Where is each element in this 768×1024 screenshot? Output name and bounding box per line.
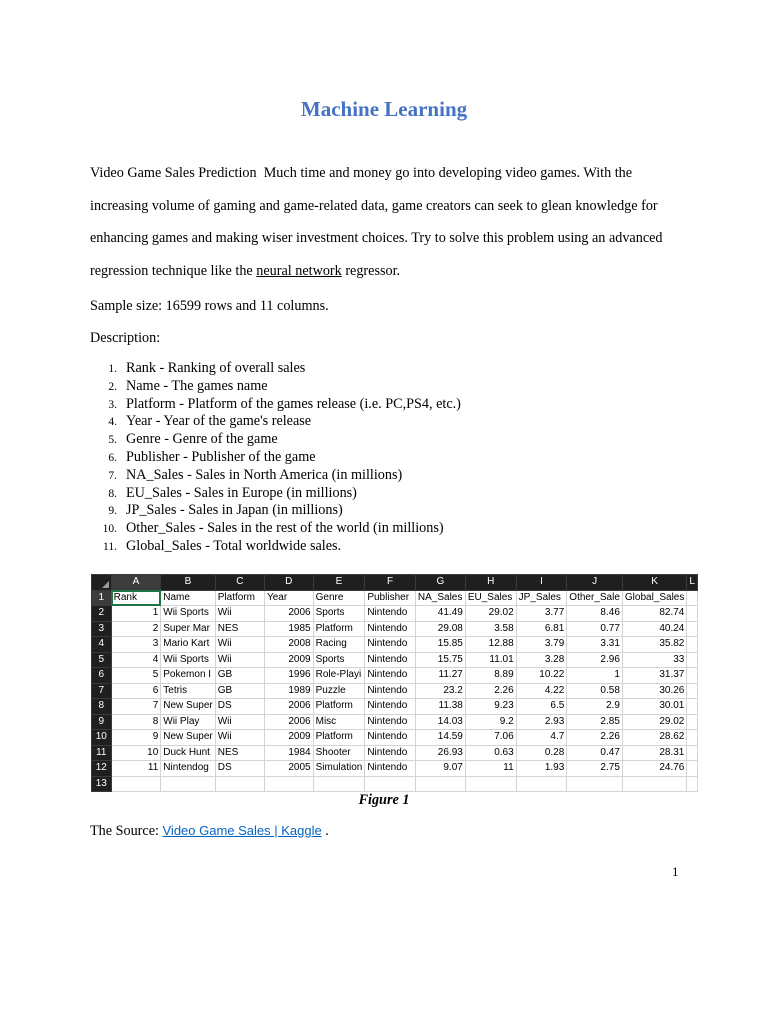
table-cell[interactable] — [687, 745, 698, 761]
list-number: 9. — [108, 505, 117, 518]
table-cell[interactable] — [365, 776, 416, 792]
table-cell[interactable]: Misc — [313, 714, 365, 730]
table-cell[interactable]: 3.79 — [516, 637, 567, 653]
table-cell[interactable]: Nintendo — [365, 637, 416, 653]
table-cell[interactable]: 1 — [111, 606, 161, 622]
table-cell[interactable]: 8.46 — [567, 606, 623, 622]
table-cell[interactable]: 11.27 — [415, 668, 465, 684]
table-cell[interactable] — [687, 606, 698, 622]
column-header[interactable]: B — [161, 575, 215, 591]
header-cell[interactable]: EU_Sales — [465, 590, 516, 606]
table-cell[interactable]: Nintendo — [365, 699, 416, 715]
row-header[interactable]: 12 — [92, 761, 112, 777]
row-header[interactable]: 6 — [92, 668, 112, 684]
table-cell[interactable]: 2.93 — [516, 714, 567, 730]
table-cell[interactable]: 2.9 — [567, 699, 623, 715]
table-row — [92, 699, 698, 715]
table-cell[interactable]: 0.28 — [516, 745, 567, 761]
description-list — [90, 360, 461, 556]
table-cell[interactable]: 2005 — [264, 761, 313, 777]
header-cell[interactable]: JP_Sales — [516, 590, 567, 606]
table-cell[interactable]: Nintendo — [365, 683, 416, 699]
table-cell[interactable]: 0.58 — [567, 683, 623, 699]
table-cell[interactable]: 11.01 — [465, 652, 516, 668]
table-cell[interactable]: 11.38 — [415, 699, 465, 715]
column-header[interactable]: C — [215, 575, 264, 591]
column-header[interactable]: H — [465, 575, 516, 591]
table-cell[interactable]: 6.5 — [516, 699, 567, 715]
table-cell[interactable]: 1.93 — [516, 761, 567, 777]
table-cell[interactable]: Nintendo — [365, 606, 416, 622]
list-number: 2. — [108, 380, 117, 393]
table-cell[interactable]: NES — [215, 621, 264, 637]
row-header[interactable]: 9 — [92, 714, 112, 730]
table-cell[interactable] — [687, 699, 698, 715]
table-cell[interactable] — [215, 776, 264, 792]
table-cell[interactable]: 1985 — [264, 621, 313, 637]
source-label: The Source: — [90, 823, 163, 839]
table-cell[interactable]: Platform — [313, 621, 365, 637]
table-row — [92, 714, 698, 730]
table-cell[interactable]: Duck Hunt — [161, 745, 215, 761]
table-cell[interactable]: 30.26 — [622, 683, 686, 699]
header-cell[interactable]: Genre — [313, 590, 365, 606]
table-cell[interactable]: NES — [215, 745, 264, 761]
header-cell[interactable]: Platform — [215, 590, 264, 606]
table-cell[interactable]: 29.02 — [622, 714, 686, 730]
column-header[interactable]: G — [415, 575, 465, 591]
header-cell[interactable]: Name — [161, 590, 215, 606]
table-cell[interactable]: 82.74 — [622, 606, 686, 622]
column-header-row — [92, 575, 698, 591]
table-cell[interactable]: 14.59 — [415, 730, 465, 746]
list-text: Global_Sales - Total worldwide sales. — [126, 537, 342, 554]
table-cell[interactable]: 2.85 — [567, 714, 623, 730]
table-row — [92, 652, 698, 668]
table-cell[interactable]: Wii — [215, 714, 264, 730]
table-cell[interactable]: 2.26 — [567, 730, 623, 746]
table-cell[interactable]: 6.81 — [516, 621, 567, 637]
table-cell[interactable] — [264, 776, 313, 792]
table-cell[interactable]: GB — [215, 668, 264, 684]
table-cell[interactable]: 23.2 — [415, 683, 465, 699]
spreadsheet-table — [91, 574, 698, 792]
table-cell[interactable] — [687, 652, 698, 668]
table-cell[interactable] — [687, 683, 698, 699]
select-all-corner[interactable] — [92, 575, 112, 591]
table-cell[interactable]: Simulation — [313, 761, 365, 777]
intro-text: Video Game Sales Prediction Much time and money go into developing video games. With the increasing volume of gaming and game-related data, game creators can seek to glean knowledge for enhancing games and making wiser investment choices. Try to solve this problem using an advanced regression technique like the — [90, 165, 663, 279]
list-text: JP_Sales - Sales in Japan (in millions) — [126, 502, 343, 519]
header-cell[interactable]: Rank — [111, 590, 161, 606]
table-row — [92, 761, 698, 777]
table-cell[interactable] — [687, 621, 698, 637]
table-cell[interactable]: Nintendog — [161, 761, 215, 777]
row-header[interactable]: 3 — [92, 621, 112, 637]
table-cell[interactable]: Nintendo — [365, 761, 416, 777]
row-header[interactable]: 1 — [92, 590, 112, 606]
table-cell[interactable]: 29.08 — [415, 621, 465, 637]
table-cell[interactable]: 31.37 — [622, 668, 686, 684]
table-cell[interactable]: 2006 — [264, 606, 313, 622]
table-cell[interactable]: 24.76 — [622, 761, 686, 777]
table-cell[interactable]: New Super — [161, 699, 215, 715]
table-cell[interactable]: 15.75 — [415, 652, 465, 668]
table-cell[interactable]: 10.22 — [516, 668, 567, 684]
row-header[interactable]: 11 — [92, 745, 112, 761]
table-row — [92, 776, 698, 792]
table-cell[interactable] — [687, 776, 698, 792]
list-text: Year - Year of the game's release — [126, 413, 312, 430]
sheet-header-row — [92, 590, 698, 606]
header-cell[interactable]: Global_Sales — [622, 590, 686, 606]
list-number: 10. — [102, 523, 117, 536]
table-cell[interactable] — [313, 776, 365, 792]
table-cell[interactable]: 9.2 — [465, 714, 516, 730]
list-number: 7. — [108, 469, 117, 482]
table-cell[interactable]: 3.58 — [465, 621, 516, 637]
list-number: 8. — [108, 487, 117, 500]
table-cell[interactable]: 4 — [111, 652, 161, 668]
row-header[interactable]: 4 — [92, 637, 112, 653]
list-text: NA_Sales - Sales in North America (in millions) — [126, 466, 403, 483]
table-cell[interactable]: 14.03 — [415, 714, 465, 730]
source-line — [90, 823, 329, 840]
table-row — [92, 668, 698, 684]
list-text: EU_Sales - Sales in Europe (in millions) — [126, 484, 357, 501]
table-cell[interactable]: 3 — [111, 637, 161, 653]
row-header[interactable]: 8 — [92, 699, 112, 715]
table-cell[interactable]: Sports — [313, 652, 365, 668]
table-cell[interactable]: 1996 — [264, 668, 313, 684]
table-cell[interactable]: 29.02 — [465, 606, 516, 622]
kaggle-source-link[interactable]: Video Game Sales | Kaggle — [162, 823, 322, 838]
list-number: 4. — [108, 416, 117, 429]
table-cell[interactable]: 7.06 — [465, 730, 516, 746]
header-cell[interactable]: Publisher — [365, 590, 416, 606]
table-cell[interactable]: Nintendo — [365, 714, 416, 730]
list-number: 5. — [108, 434, 117, 447]
description-item — [90, 431, 461, 449]
table-cell[interactable]: 1984 — [264, 745, 313, 761]
description-item — [90, 485, 461, 503]
table-cell[interactable]: 33 — [622, 652, 686, 668]
table-cell[interactable]: Wii Play — [161, 714, 215, 730]
description-item — [90, 449, 461, 467]
row-header[interactable]: 2 — [92, 606, 112, 622]
table-cell[interactable]: 2009 — [264, 730, 313, 746]
table-cell[interactable]: 15.85 — [415, 637, 465, 653]
table-cell[interactable]: 3.28 — [516, 652, 567, 668]
table-cell[interactable]: 8.89 — [465, 668, 516, 684]
table-row — [92, 730, 698, 746]
table-cell[interactable]: 8 — [111, 714, 161, 730]
table-cell[interactable]: 3.77 — [516, 606, 567, 622]
table-cell[interactable]: 9.23 — [465, 699, 516, 715]
table-cell[interactable]: 0.63 — [465, 745, 516, 761]
table-cell[interactable]: 10 — [111, 745, 161, 761]
table-cell[interactable]: Nintendo — [365, 730, 416, 746]
header-cell[interactable]: Other_Sale — [567, 590, 623, 606]
table-cell[interactable]: DS — [215, 699, 264, 715]
intro-text-end: regressor. — [341, 262, 401, 279]
sample-size-text: Sample size: 16599 rows and 11 columns. — [90, 298, 329, 314]
table-cell[interactable]: 2 — [111, 621, 161, 637]
description-item — [90, 502, 461, 520]
column-header[interactable]: J — [567, 575, 623, 591]
table-cell[interactable]: Platform — [313, 730, 365, 746]
table-cell[interactable]: Wii Sports — [161, 652, 215, 668]
column-header[interactable]: F — [365, 575, 416, 591]
header-cell[interactable]: Year — [264, 590, 313, 606]
table-cell[interactable]: Pokemon I — [161, 668, 215, 684]
table-cell[interactable] — [415, 776, 465, 792]
table-cell[interactable]: Wii Sports — [161, 606, 215, 622]
description-item — [90, 467, 461, 485]
table-row — [92, 621, 698, 637]
column-header[interactable]: A — [111, 575, 161, 591]
table-row — [92, 606, 698, 622]
table-cell[interactable]: 28.31 — [622, 745, 686, 761]
table-cell[interactable]: Nintendo — [365, 745, 416, 761]
table-cell[interactable]: 7 — [111, 699, 161, 715]
table-cell[interactable] — [687, 637, 698, 653]
table-cell[interactable]: 2009 — [264, 652, 313, 668]
description-item — [90, 413, 461, 431]
table-cell[interactable]: 11 — [465, 761, 516, 777]
table-cell[interactable]: Racing — [313, 637, 365, 653]
column-header[interactable]: E — [313, 575, 365, 591]
table-cell[interactable]: Tetris — [161, 683, 215, 699]
table-cell[interactable] — [622, 776, 686, 792]
table-cell[interactable]: 4.7 — [516, 730, 567, 746]
column-header[interactable]: D — [264, 575, 313, 591]
list-number: 3. — [108, 398, 117, 411]
table-cell[interactable] — [161, 776, 215, 792]
row-header[interactable]: 5 — [92, 652, 112, 668]
table-cell[interactable]: 28.62 — [622, 730, 686, 746]
table-cell[interactable]: 12.88 — [465, 637, 516, 653]
table-cell[interactable]: Puzzle — [313, 683, 365, 699]
table-cell[interactable]: 3.31 — [567, 637, 623, 653]
description-item — [90, 520, 461, 538]
description-item — [90, 396, 461, 414]
table-cell[interactable]: DS — [215, 761, 264, 777]
table-cell[interactable]: 9 — [111, 730, 161, 746]
header-cell[interactable] — [687, 590, 698, 606]
table-cell[interactable]: 41.49 — [415, 606, 465, 622]
figure-caption: Figure 1 — [358, 792, 410, 808]
table-cell[interactable]: 2006 — [264, 714, 313, 730]
table-cell[interactable]: 35.82 — [622, 637, 686, 653]
list-number: 6. — [108, 451, 117, 464]
row-header[interactable]: 7 — [92, 683, 112, 699]
column-header[interactable]: I — [516, 575, 567, 591]
description-item — [90, 378, 461, 396]
table-cell[interactable]: 4.22 — [516, 683, 567, 699]
table-cell[interactable]: 9.07 — [415, 761, 465, 777]
table-cell[interactable]: GB — [215, 683, 264, 699]
table-row — [92, 683, 698, 699]
table-cell[interactable]: 2.96 — [567, 652, 623, 668]
table-cell[interactable]: 11 — [111, 761, 161, 777]
column-header[interactable]: L — [687, 575, 698, 591]
list-text: Publisher - Publisher of the game — [126, 448, 316, 465]
table-cell[interactable] — [567, 776, 623, 792]
table-cell[interactable] — [516, 776, 567, 792]
table-cell[interactable]: Mario Kart — [161, 637, 215, 653]
source-suffix: . — [321, 823, 329, 839]
list-text: Name - The games name — [126, 377, 268, 394]
header-cell[interactable]: NA_Sales — [415, 590, 465, 606]
row-header[interactable]: 10 — [92, 730, 112, 746]
table-cell[interactable]: 2.75 — [567, 761, 623, 777]
table-cell[interactable]: Shooter — [313, 745, 365, 761]
table-cell[interactable] — [687, 730, 698, 746]
table-cell[interactable]: Sports — [313, 606, 365, 622]
table-cell[interactable]: Wii — [215, 730, 264, 746]
list-text: Genre - Genre of the game — [126, 431, 278, 448]
page-title: Machine Learning — [300, 97, 468, 121]
table-cell[interactable]: Nintendo — [365, 621, 416, 637]
list-number: 1. — [108, 363, 117, 375]
table-cell[interactable]: 2006 — [264, 699, 313, 715]
description-item — [90, 360, 461, 378]
table-cell[interactable]: Nintendo — [365, 668, 416, 684]
table-cell[interactable] — [687, 714, 698, 730]
table-cell[interactable]: 6 — [111, 683, 161, 699]
description-item — [90, 538, 461, 556]
table-cell[interactable]: Super Mar — [161, 621, 215, 637]
list-text: Rank - Ranking of overall sales — [126, 360, 306, 376]
table-cell[interactable]: 2008 — [264, 637, 313, 653]
table-cell[interactable] — [465, 776, 516, 792]
table-row — [92, 745, 698, 761]
table-cell[interactable]: Wii — [215, 606, 264, 622]
table-cell[interactable]: 0.77 — [567, 621, 623, 637]
intro-paragraph — [90, 157, 690, 287]
description-label: Description: — [90, 330, 161, 346]
table-cell[interactable] — [687, 761, 698, 777]
table-cell[interactable] — [687, 668, 698, 684]
table-cell[interactable]: Wii — [215, 652, 264, 668]
table-cell[interactable]: 2.26 — [465, 683, 516, 699]
table-cell[interactable]: Role-Playi — [313, 668, 365, 684]
table-cell[interactable]: 1 — [567, 668, 623, 684]
table-cell[interactable]: 26.93 — [415, 745, 465, 761]
table-cell[interactable]: 1989 — [264, 683, 313, 699]
table-cell[interactable] — [111, 776, 161, 792]
row-header[interactable]: 13 — [92, 776, 112, 792]
table-cell[interactable]: 5 — [111, 668, 161, 684]
table-cell[interactable]: 40.24 — [622, 621, 686, 637]
page-number: 1 — [672, 864, 679, 879]
column-header[interactable]: K — [622, 575, 686, 591]
table-cell[interactable]: Wii — [215, 637, 264, 653]
table-cell[interactable]: Nintendo — [365, 652, 416, 668]
list-text: Platform - Platform of the games release (i.e. PC,PS4, etc.) — [126, 395, 461, 412]
table-cell[interactable]: New Super — [161, 730, 215, 746]
table-cell[interactable]: 30.01 — [622, 699, 686, 715]
neural-network-link[interactable]: neural network — [256, 262, 342, 279]
select-all-icon — [102, 581, 109, 588]
list-text: Other_Sales - Sales in the rest of the world (in millions) — [126, 520, 444, 537]
table-row — [92, 637, 698, 653]
table-cell[interactable]: 0.47 — [567, 745, 623, 761]
spreadsheet-figure — [91, 574, 698, 789]
table-cell[interactable]: Platform — [313, 699, 365, 715]
list-number: 11. — [103, 540, 117, 553]
